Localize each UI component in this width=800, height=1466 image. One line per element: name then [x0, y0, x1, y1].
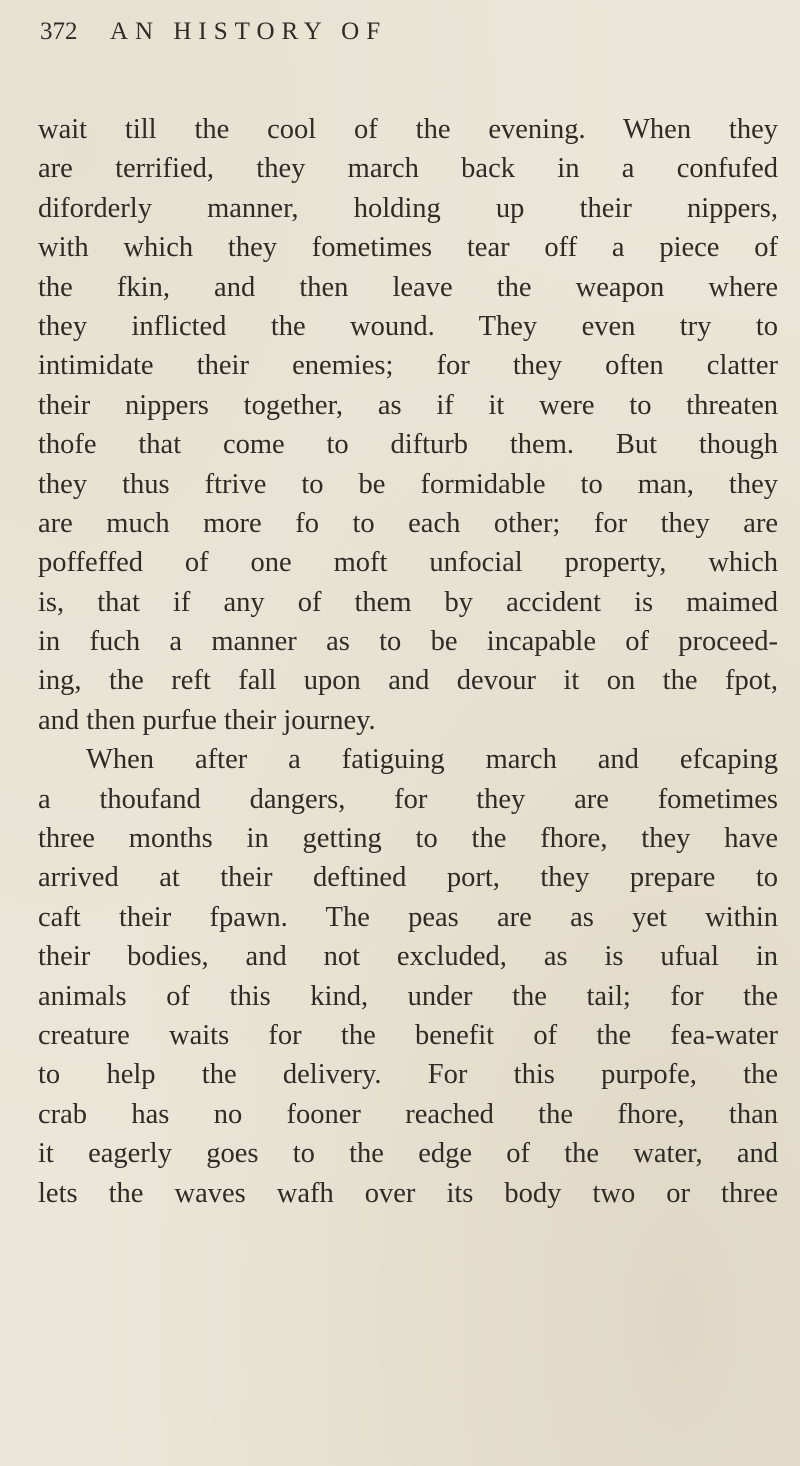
text-line: is, that if any of them by accident is maimed: [38, 586, 778, 618]
text-line: poffeffed of one moft unfocial property, which: [38, 547, 778, 579]
text-line: a thoufand dangers, for they are fometimes: [38, 783, 778, 815]
text-line: arrived at their deftined port, they prepare to: [38, 862, 778, 894]
text-line: diforderly manner, holding up their nippers,: [38, 192, 778, 224]
text-line: they inflicted the wound. They even try to: [38, 310, 778, 342]
text-line: When after a fatiguing march and efcaping: [86, 744, 778, 776]
text-line: intimidate their enemies; for they often clatter: [38, 350, 778, 382]
running-head: [40, 12, 740, 52]
text-line: are much more fo to each other; for they are: [38, 507, 778, 539]
text-line: caft their fpawn. The peas are as yet within: [38, 901, 778, 933]
text-line: three months in getting to the fhore, they have: [38, 823, 778, 855]
text-line: and then purfue their journey.: [38, 704, 376, 736]
text-line: thofe that come to difturb them. But though: [38, 429, 778, 461]
running-title: AN HISTORY OF: [110, 18, 388, 45]
body-text: [38, 110, 778, 1213]
text-line: wait till the cool of the evening. When they: [38, 114, 778, 145]
text-line: animals of this kind, under the tail; for the: [38, 980, 778, 1012]
text-line: in fuch a manner as to be incapable of proceed-: [38, 626, 778, 658]
text-line: it eagerly goes to the edge of the water, and: [38, 1138, 778, 1170]
page-number: 372: [40, 18, 78, 45]
text-line: the fkin, and then leave the weapon where: [38, 271, 778, 303]
text-line: their bodies, and not excluded, as is ufual in: [38, 941, 778, 973]
text-line: they thus ftrive to be formidable to man, they: [38, 468, 778, 500]
text-line: creature waits for the benefit of the fea-water: [38, 1019, 778, 1051]
text-line: their nippers together, as if it were to threaten: [38, 389, 778, 421]
text-line: with which they fometimes tear off a piece of: [38, 232, 778, 264]
text-line: to help the delivery. For this purpofe, the: [38, 1059, 778, 1091]
text-line: lets the waves wafh over its body two or three: [38, 1177, 778, 1209]
text-line: crab has no fooner reached the fhore, than: [38, 1098, 778, 1130]
text-line: are terrified, they march back in a confufed: [38, 153, 778, 185]
text-line: ing, the reft fall upon and devour it on the fpot,: [38, 665, 778, 697]
